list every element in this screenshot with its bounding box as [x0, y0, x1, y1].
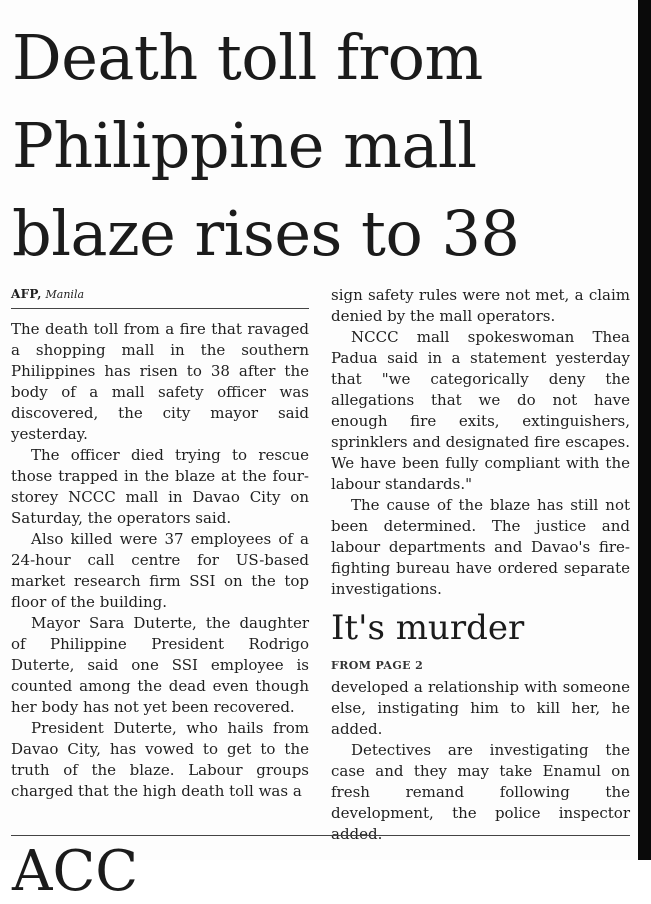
from-page-label: FROM PAGE 2: [331, 659, 424, 672]
article-paragraph: sign safety rules were not met, a claim denied by the mall operators.: [331, 286, 630, 325]
continuation-paragraph: Detectives are investigating the case and they may take Enamul on fresh remand following the development, the police inspector added.: [331, 741, 630, 843]
section-divider: [11, 835, 630, 836]
article-paragraph: The officer died trying to rescue those trapped in the blaze at the four-storey NCCC mall in Davao City on Saturday, the operators said.: [11, 446, 309, 527]
continuation-headline: It's murder: [331, 608, 525, 648]
page-edge-shadow: [638, 0, 651, 860]
article-paragraph: Mayor Sara Duterte, the daughter of Philippine President Rodrigo Duterte, said one SSI employee is counted among the dead even though her body has not yet been recovered.: [11, 614, 309, 716]
continuation-text: [331, 677, 630, 845]
article-paragraph: The death toll from a fire that ravaged a shopping mall in the southern Philippines has risen to 38 after the body of a mall safety officer was discovered, the city mayor said yesterday.: [11, 320, 309, 443]
article-column-right: [331, 285, 630, 600]
article-paragraph: NCCC mall spokeswoman Thea Padua said in a statement yesterday that "we categorically deny the allegations that we do not have enough fire exits, extinguishers, sprinklers and designated fire escapes. We have been fully compliant with the labour standards.": [331, 328, 630, 493]
article-paragraph: Also killed were 37 employees of a 24-hour call centre for US-based market research firm SSI on the top floor of the building.: [11, 530, 309, 611]
article-paragraph: President Duterte, who hails from Davao City, has vowed to get to the truth of the blaze. Labour groups charged that the high death toll was a: [11, 719, 309, 800]
article-paragraph: The cause of the blaze has still not been determined. The justice and labour departments and Davao's fire-fighting bureau have ordered separate investigations.: [331, 496, 630, 598]
byline-place: Manila: [45, 288, 85, 301]
continuation-paragraph: developed a relationship with someone else, instigating him to kill her, he added.: [331, 678, 630, 738]
article-headline: Death toll from Philippine mall blaze rises to 38: [12, 21, 520, 270]
byline-agency: AFP,: [11, 287, 42, 301]
next-story-headline: ACC: [12, 839, 139, 904]
byline: [11, 286, 309, 309]
article-column-left: [11, 319, 309, 802]
